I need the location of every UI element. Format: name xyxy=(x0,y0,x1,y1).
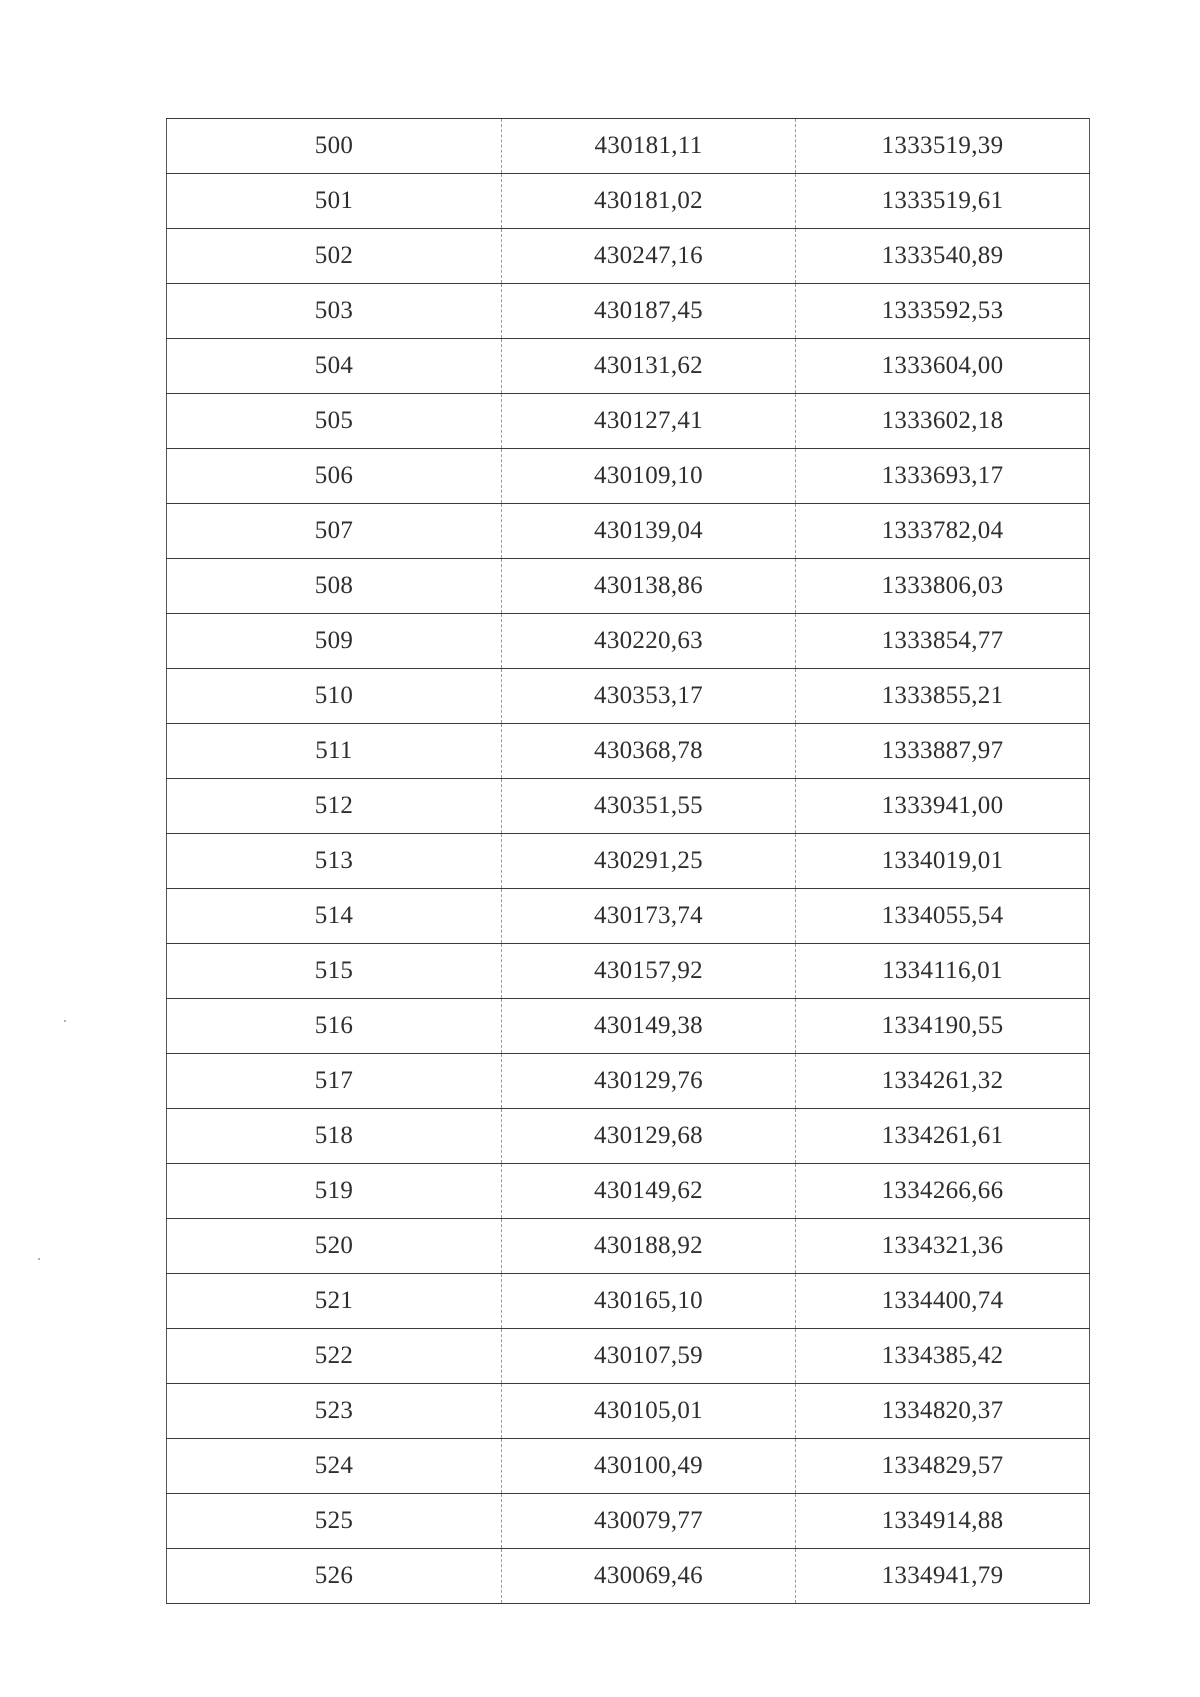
point-number-cell: 508 xyxy=(167,559,502,614)
y-coordinate-cell: 1333540,89 xyxy=(796,229,1090,284)
table-row xyxy=(167,724,1090,779)
x-coordinate-cell: 430127,41 xyxy=(502,394,796,449)
table-row xyxy=(167,559,1090,614)
x-coordinate-cell: 430165,10 xyxy=(502,1274,796,1329)
x-coordinate-cell: 430247,16 xyxy=(502,229,796,284)
point-number-cell: 514 xyxy=(167,889,502,944)
y-coordinate-cell: 1333854,77 xyxy=(796,614,1090,669)
x-coordinate-cell: 430149,38 xyxy=(502,999,796,1054)
point-number-cell: 519 xyxy=(167,1164,502,1219)
point-number-cell: 526 xyxy=(167,1549,502,1604)
point-number-cell: 524 xyxy=(167,1439,502,1494)
table-row xyxy=(167,394,1090,449)
y-coordinate-cell: 1334266,66 xyxy=(796,1164,1090,1219)
coordinates-table-body xyxy=(167,119,1090,1604)
table-row xyxy=(167,1109,1090,1164)
table-row xyxy=(167,834,1090,889)
point-number-cell: 509 xyxy=(167,614,502,669)
y-coordinate-cell: 1333519,39 xyxy=(796,119,1090,174)
x-coordinate-cell: 430291,25 xyxy=(502,834,796,889)
table-row xyxy=(167,1054,1090,1109)
table-row xyxy=(167,614,1090,669)
y-coordinate-cell: 1334941,79 xyxy=(796,1549,1090,1604)
x-coordinate-cell: 430129,68 xyxy=(502,1109,796,1164)
x-coordinate-cell: 430129,76 xyxy=(502,1054,796,1109)
y-coordinate-cell: 1333855,21 xyxy=(796,669,1090,724)
y-coordinate-cell: 1334914,88 xyxy=(796,1494,1090,1549)
point-number-cell: 516 xyxy=(167,999,502,1054)
scan-speck xyxy=(64,1020,66,1022)
table-row xyxy=(167,1384,1090,1439)
y-coordinate-cell: 1334400,74 xyxy=(796,1274,1090,1329)
x-coordinate-cell: 430131,62 xyxy=(502,339,796,394)
point-number-cell: 504 xyxy=(167,339,502,394)
x-coordinate-cell: 430351,55 xyxy=(502,779,796,834)
table-row xyxy=(167,1219,1090,1274)
scan-speck xyxy=(38,1258,40,1260)
y-coordinate-cell: 1333941,00 xyxy=(796,779,1090,834)
y-coordinate-cell: 1334820,37 xyxy=(796,1384,1090,1439)
point-number-cell: 502 xyxy=(167,229,502,284)
point-number-cell: 512 xyxy=(167,779,502,834)
table-row xyxy=(167,944,1090,999)
x-coordinate-cell: 430138,86 xyxy=(502,559,796,614)
x-coordinate-cell: 430181,02 xyxy=(502,174,796,229)
point-number-cell: 517 xyxy=(167,1054,502,1109)
y-coordinate-cell: 1333693,17 xyxy=(796,449,1090,504)
table-row xyxy=(167,1549,1090,1604)
x-coordinate-cell: 430353,17 xyxy=(502,669,796,724)
y-coordinate-cell: 1334019,01 xyxy=(796,834,1090,889)
x-coordinate-cell: 430188,92 xyxy=(502,1219,796,1274)
table-row xyxy=(167,229,1090,284)
x-coordinate-cell: 430173,74 xyxy=(502,889,796,944)
table-row xyxy=(167,449,1090,504)
coordinates-table xyxy=(166,118,1090,1604)
table-row xyxy=(167,284,1090,339)
y-coordinate-cell: 1334261,61 xyxy=(796,1109,1090,1164)
y-coordinate-cell: 1333519,61 xyxy=(796,174,1090,229)
table-row xyxy=(167,339,1090,394)
table-row xyxy=(167,1164,1090,1219)
point-number-cell: 521 xyxy=(167,1274,502,1329)
y-coordinate-cell: 1334385,42 xyxy=(796,1329,1090,1384)
point-number-cell: 505 xyxy=(167,394,502,449)
x-coordinate-cell: 430149,62 xyxy=(502,1164,796,1219)
y-coordinate-cell: 1334261,32 xyxy=(796,1054,1090,1109)
x-coordinate-cell: 430107,59 xyxy=(502,1329,796,1384)
point-number-cell: 510 xyxy=(167,669,502,724)
point-number-cell: 522 xyxy=(167,1329,502,1384)
point-number-cell: 523 xyxy=(167,1384,502,1439)
point-number-cell: 525 xyxy=(167,1494,502,1549)
x-coordinate-cell: 430220,63 xyxy=(502,614,796,669)
point-number-cell: 511 xyxy=(167,724,502,779)
y-coordinate-cell: 1333782,04 xyxy=(796,504,1090,559)
x-coordinate-cell: 430069,46 xyxy=(502,1549,796,1604)
x-coordinate-cell: 430157,92 xyxy=(502,944,796,999)
point-number-cell: 500 xyxy=(167,119,502,174)
table-row xyxy=(167,1274,1090,1329)
y-coordinate-cell: 1334055,54 xyxy=(796,889,1090,944)
y-coordinate-cell: 1334321,36 xyxy=(796,1219,1090,1274)
y-coordinate-cell: 1334190,55 xyxy=(796,999,1090,1054)
x-coordinate-cell: 430368,78 xyxy=(502,724,796,779)
y-coordinate-cell: 1334116,01 xyxy=(796,944,1090,999)
table-row xyxy=(167,1494,1090,1549)
table-row xyxy=(167,119,1090,174)
table-row xyxy=(167,1329,1090,1384)
point-number-cell: 518 xyxy=(167,1109,502,1164)
point-number-cell: 515 xyxy=(167,944,502,999)
point-number-cell: 513 xyxy=(167,834,502,889)
y-coordinate-cell: 1333887,97 xyxy=(796,724,1090,779)
table-row xyxy=(167,999,1090,1054)
table-row xyxy=(167,889,1090,944)
table-row xyxy=(167,779,1090,834)
x-coordinate-cell: 430187,45 xyxy=(502,284,796,339)
y-coordinate-cell: 1333592,53 xyxy=(796,284,1090,339)
point-number-cell: 501 xyxy=(167,174,502,229)
point-number-cell: 520 xyxy=(167,1219,502,1274)
x-coordinate-cell: 430100,49 xyxy=(502,1439,796,1494)
y-coordinate-cell: 1333602,18 xyxy=(796,394,1090,449)
table-row xyxy=(167,669,1090,724)
table-row xyxy=(167,1439,1090,1494)
y-coordinate-cell: 1334829,57 xyxy=(796,1439,1090,1494)
y-coordinate-cell: 1333604,00 xyxy=(796,339,1090,394)
table-row xyxy=(167,174,1090,229)
x-coordinate-cell: 430139,04 xyxy=(502,504,796,559)
x-coordinate-cell: 430105,01 xyxy=(502,1384,796,1439)
point-number-cell: 507 xyxy=(167,504,502,559)
x-coordinate-cell: 430109,10 xyxy=(502,449,796,504)
point-number-cell: 506 xyxy=(167,449,502,504)
point-number-cell: 503 xyxy=(167,284,502,339)
y-coordinate-cell: 1333806,03 xyxy=(796,559,1090,614)
x-coordinate-cell: 430079,77 xyxy=(502,1494,796,1549)
x-coordinate-cell: 430181,11 xyxy=(502,119,796,174)
table-row xyxy=(167,504,1090,559)
